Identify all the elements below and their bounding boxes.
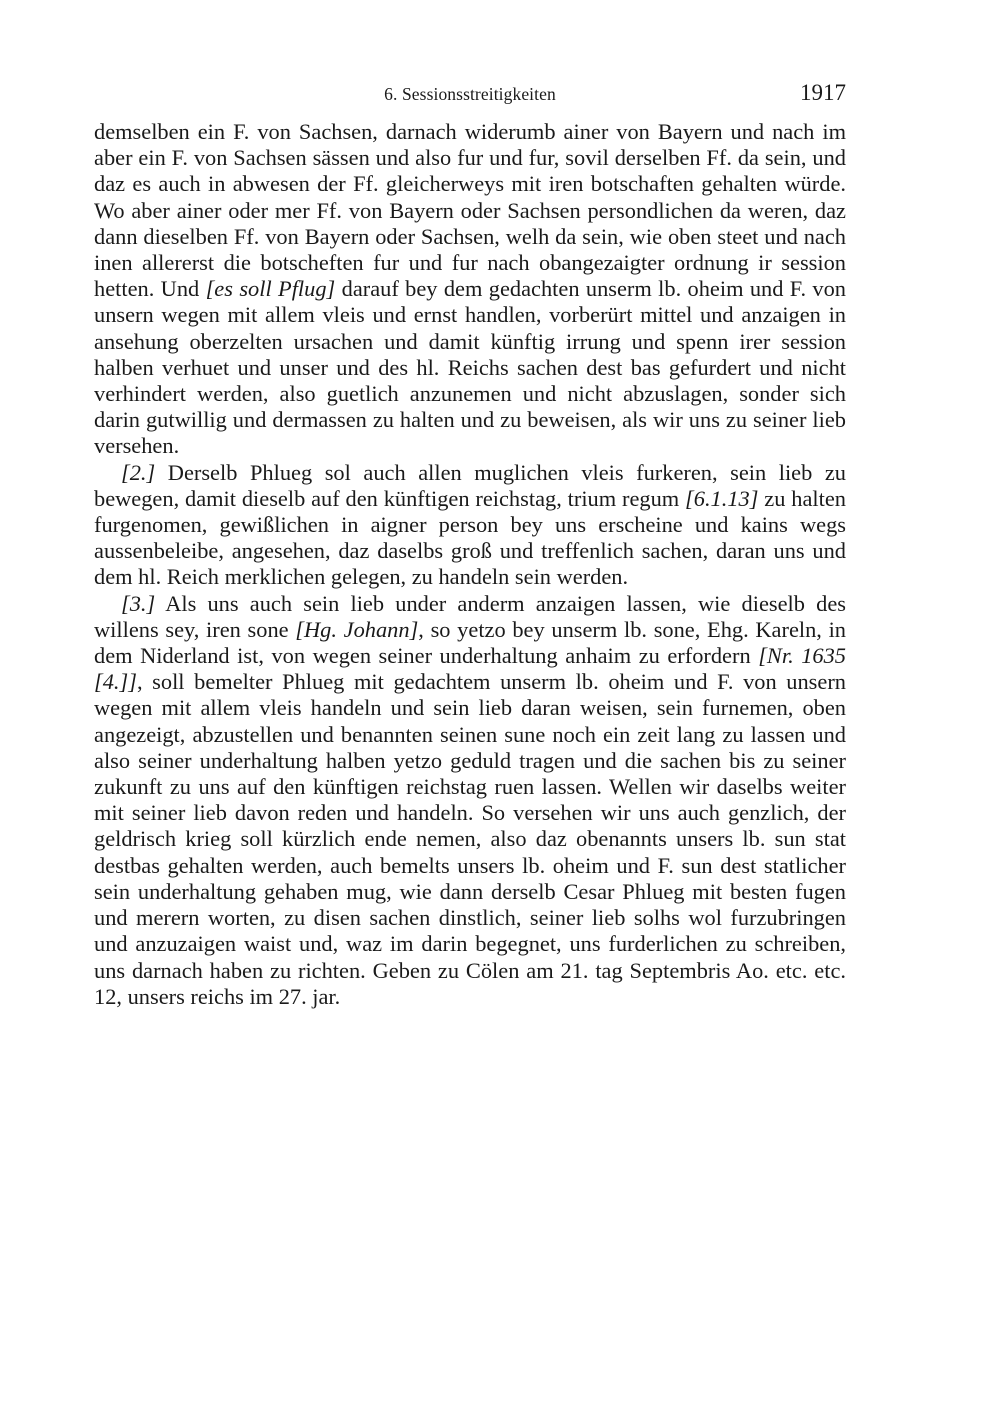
text-run: Als uns auch sein lieb under anderm anzaigen lassen, wie dieselb des willens sey, iren sone [94,590,846,642]
editorial-note: [6.1.13] [685,485,759,511]
page-number: 1917 [800,80,846,105]
paragraph-number: [2.] [121,459,156,485]
paragraph [94,591,846,1010]
text-run: darauf bey dem gedachten unserm lb. oheim und F. von unsern wegen mit allem vleis und ernst handlen, vorberürt mittel und anzaigen in ansehung oberzelten ursachen und damit künftig irrung und spenn irer session halben verhuet und unser und des hl. Reichs sachen dest bas gefurdert und nicht verhindert werden, also guetlich anzunemen und nicht abzuslagen, sonder sich darin gutwillig und dermassen zu halten und zu beweisen, als wir uns zu seiner lieb versehen. [94,276,846,459]
text-run: , so yetzo bey unserm lb. sone, Ehg. Kareln, in dem Niderland ist, von wegen seiner underhaltung anhaim zu erfordern [94,616,846,669]
paragraph [94,460,846,591]
text-run: Derselb Phlueg sol auch allen muglichen vleis furkeren, sein lieb zu bewegen, damit dieselb auf den künftigen reichstag, trium regum [94,459,846,511]
body-text [94,119,846,1010]
section-title: 6. Sessionsstreitigkeiten [384,84,556,104]
editorial-note: [Nr. 1635 [4.]] [94,643,847,695]
text-run: , soll bemelter Phlueg mit gedachtem unserm lb. oheim und F. von unsern wegen mit allem vleis handeln und sein lieb daran weisen, sein furnemen, oben angezeigt, abzustellen und benannten seinen sune noch ein zeit lang zu lassen und also seiner underhaltung halben yetzo geduld tragen und die sachen bis zu seiner zukunft zu uns auf den künftigen reichstag ruen lassen. Wellen wir daselbs weiter mit seiner lieb davon reden und handeln. So versehen wir uns auch genzlich, der geldrisch krieg soll kürzlich ende nemen, also daz obenannts unsers lb. sun stat destbas gehalten werden, auch bemelts unsers lb. oheim und F. sun dest statlicher sein underhaltung gehaben mug, wie dann derselb Cesar Phlueg mit besten fugen und merern worten, zu disen sachen dinstlich, seiner lieb solhs wol furzubringen und anzuzaigen waist und, waz im darin begegnet, uns furderlichen zu schreiben, uns darnach haben zu richten. Geben zu Cölen am 21. tag Septembris Ao. etc. etc. 12, unsers reichs im 27. jar. [94,669,846,1009]
editorial-note: [Hg. Johann] [295,616,419,642]
editorial-note: [es soll Pflug] [205,276,336,302]
running-head [94,80,846,108]
paragraph-number: [3.] [121,590,156,616]
text-run: zu halten furgenomen, gewißlichen in aigner person bey uns erscheine und kains wegs aussenbeleibe, angesehen, daz daselbs groß und treffenlich sachen, daran uns und dem hl. Reich merklichen gelegen, zu handeln sein werden. [94,485,846,590]
paragraph [94,119,846,460]
text-run: demselben ein F. von Sachsen, darnach widerumb ainer von Bayern und nach im aber ein F. von Sachsen sässen und also fur und fur, sovil derselben Ff. da sein, und daz es auch in abwesen der Ff. gleicherweys mit iren botschaften gehalten würde. Wo aber ainer oder mer Ff. von Bayern oder Sachsen persondlichen da weren, daz dann dieselben Ff. von Bayern oder Sachsen, welh da sein, wie oben steet und nach inen allererst die botscheften fur und fur nach obangezaigter ordnung ir session hetten. Und [94,119,846,302]
